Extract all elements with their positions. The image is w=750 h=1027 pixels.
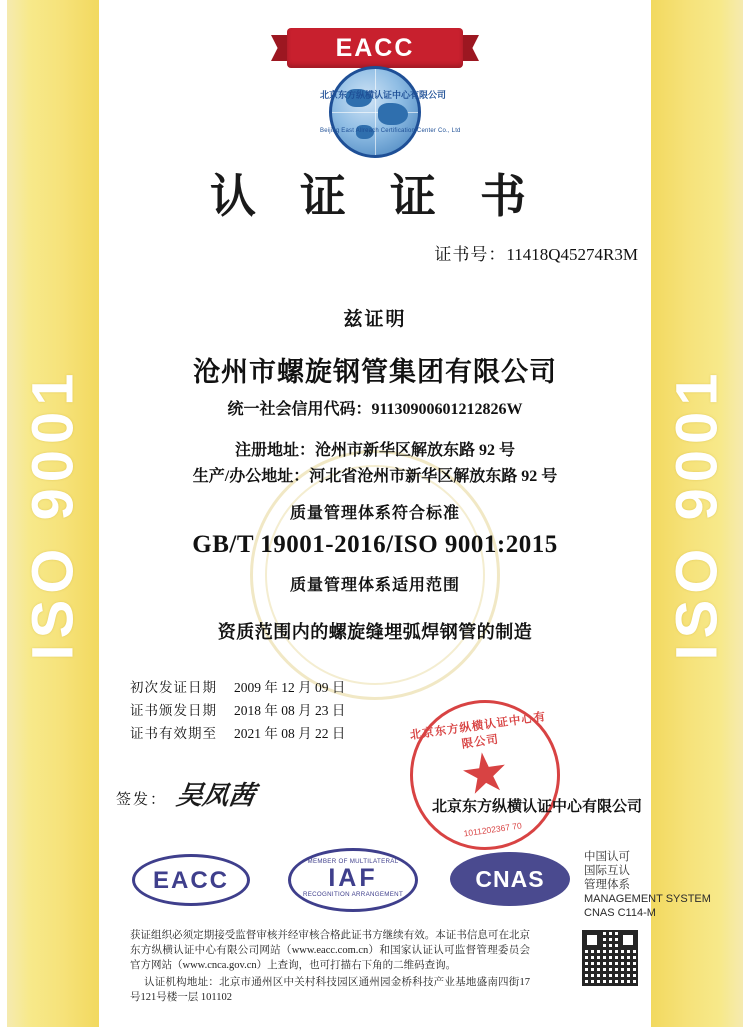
iaf-top-text: MEMBER OF MULTILATERAL — [307, 858, 399, 865]
qr-code — [582, 930, 638, 986]
hereby-certify-line: 兹证明 — [343, 309, 407, 330]
date-row — [130, 699, 345, 722]
stamp-code: 1011202367 70 — [463, 820, 523, 839]
signature-block — [116, 775, 255, 812]
registered-address-line: 注册地址：沧州市新华区解放东路 92 号 — [234, 442, 515, 459]
date-value: 2009 年 12 月 09 日 — [234, 680, 346, 695]
date-value: 2018 年 08 月 23 日 — [234, 703, 346, 718]
signature-label: 签发： — [116, 792, 168, 808]
cnas-en-line1: MANAGEMENT SYSTEM — [584, 893, 711, 905]
date-value: 2021 年 08 月 22 日 — [234, 726, 346, 741]
cnas-en-line2: CNAS C114-M — [584, 907, 656, 919]
right-band-label: ISO 9001 — [664, 366, 730, 661]
cnas-cn-line1: 中国认可 — [584, 851, 630, 863]
footer-paragraph-2: 认证机构地址：北京市通州区中关村科技园区通州园金桥科技产业基地盛南四街17号121号楼一层 101102 — [130, 977, 530, 1003]
certificate-number-value: 11418Q45274R3M — [506, 245, 638, 264]
date-label: 初次发证日期 — [130, 680, 217, 695]
scope-title-line: 质量管理体系适用范围 — [289, 577, 460, 594]
stamp-organization-name: 北京东方纵横认证中心有限公司 — [409, 710, 548, 751]
eacc-logo: EACC — [132, 854, 250, 906]
certificate-number-row — [434, 240, 638, 265]
eacc-english-name: Beijing East Allreach Certification Center Co., Ltd — [320, 128, 461, 134]
eacc-ribbon-label: EACC — [287, 28, 463, 68]
iaf-bottom-text: RECOGNITION ARRANGEMENT — [302, 891, 404, 898]
office-address-line: 生产/办公地址：河北省沧州市新华区解放东路 92 号 — [192, 468, 558, 485]
eacc-header-logo — [270, 28, 480, 156]
star-icon — [460, 749, 510, 799]
issuer-name: 北京东方纵横认证中心有限公司 — [431, 799, 642, 815]
standard-line: GB/T 19001-2016/ISO 9001:2015 — [192, 531, 558, 558]
iaf-label: IAF — [328, 864, 378, 892]
date-label: 证书有效期至 — [130, 726, 217, 741]
company-name: 沧州市螺旋钢管集团有限公司 — [193, 357, 557, 387]
iaf-logo — [288, 848, 418, 912]
footer-notes — [130, 928, 530, 1007]
date-row — [130, 722, 345, 745]
scope-line: 资质范围内的螺旋缝埋弧焊钢管的制造 — [217, 622, 533, 642]
date-label: 证书颁发日期 — [130, 703, 217, 718]
signature-name: 吴凤茜 — [174, 781, 257, 811]
left-band-label: ISO 9001 — [20, 366, 86, 661]
accreditation-logos — [132, 848, 711, 919]
cnas-cn-line2: 国际互认 — [584, 865, 630, 877]
dates-block — [130, 676, 345, 745]
globe-icon — [320, 64, 461, 156]
cnas-cn-line3: 管理体系 — [584, 879, 630, 891]
date-row — [130, 676, 345, 699]
certificate-number-label: 证书号： — [434, 245, 507, 264]
cnas-logo: CNAS — [450, 852, 570, 906]
credit-code-line: 统一社会信用代码：91130900601212826W — [227, 401, 523, 418]
footer-paragraph-1: 获证组织必须定期接受监督审核并经审核合格此证书方继续有效。本证书信息可在北京东方纵横认证中心有限公司网站（www.eacc.com.cn）和国家认证认可监督管理委员会官方网站（www.cnca.gov.cn）上查询，也可打描右下角的二维码查询。 — [130, 930, 530, 971]
page-title: 认 证 证 书 — [209, 169, 541, 223]
cnas-accreditation-text — [584, 850, 711, 920]
conformity-line: 质量管理体系符合标准 — [289, 505, 460, 522]
eacc-chinese-name: 北京东方纵横认证中心有限公司 — [320, 90, 447, 100]
